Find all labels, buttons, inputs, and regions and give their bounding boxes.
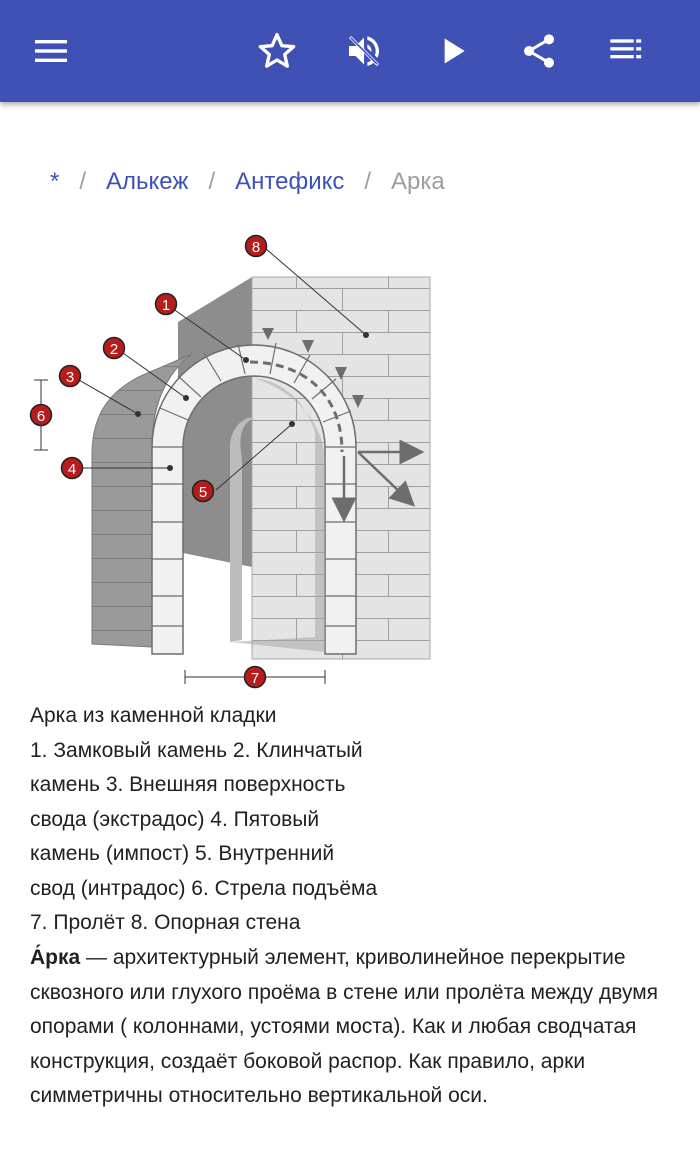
breadcrumb-item-alkezh[interactable]: Алькеж: [106, 168, 189, 195]
share-icon: [519, 31, 559, 71]
caption-line: свод (интрадос) 6. Стрела подъёма: [30, 876, 378, 900]
marker-4: [62, 458, 83, 479]
play-icon: [433, 31, 473, 71]
menu-button[interactable]: [21, 21, 81, 81]
article-paragraph: [30, 941, 670, 1114]
caption-line: камень (импост) 5. Внутренний: [30, 842, 335, 865]
play-button[interactable]: [423, 21, 483, 81]
caption-line: 1. Замковый камень 2. Клинчатый: [30, 738, 363, 762]
caption-title: Арка из каменной кладки: [30, 704, 277, 727]
marker-2: [104, 338, 125, 359]
mute-button[interactable]: [334, 21, 394, 81]
article-definition: — архитектурный элемент, криволинейное перекрытие сквозного или глухого проёма в стене или пролёта между двумя опорами ( колоннами, устоями моста). Как и любая сводчатая конструкция, создаёт боковой распор. Как правило, арки симметричны относительно вертикальной оси.: [30, 946, 659, 1107]
marker-label: 5: [198, 484, 208, 501]
article-body: [30, 941, 670, 1114]
marker-label: 1: [161, 297, 171, 314]
volume-off-icon: [344, 31, 384, 71]
favorite-button[interactable]: [247, 21, 307, 81]
article-term: А́рка: [30, 946, 81, 969]
marker-7: [245, 667, 266, 688]
marker-label: 8: [251, 239, 261, 256]
marker-3: [60, 366, 81, 387]
breadcrumb-root[interactable]: *: [50, 168, 60, 195]
marker-6: [31, 405, 52, 426]
caption-line: 7. Пролёт 8. Опорная стена: [30, 911, 301, 934]
star-outline-icon: [257, 31, 297, 71]
marker-1: [156, 294, 177, 315]
breadcrumb-current: Арка: [391, 168, 445, 195]
arch-diagram: [20, 222, 460, 692]
breadcrumb-item-antefiks[interactable]: Антефикс: [235, 168, 345, 195]
marker-label: 4: [67, 461, 77, 478]
breadcrumb: [50, 166, 445, 198]
marker-label: 3: [65, 369, 75, 386]
marker-label: 7: [250, 670, 260, 687]
marker-5: [193, 481, 214, 502]
caption-line: свода (экстрадос) 4. Пятовый: [30, 807, 320, 831]
marker-label: 6: [36, 408, 46, 425]
marker-label: 2: [109, 341, 119, 358]
hamburger-menu-icon: [33, 33, 69, 69]
figure-caption: [30, 699, 460, 941]
breadcrumb-separator: /: [208, 168, 216, 195]
breadcrumb-separator: /: [364, 168, 372, 195]
playlist-button[interactable]: [597, 21, 657, 81]
app-bar: [0, 0, 700, 102]
marker-8: [246, 236, 267, 257]
playlist-icon: [607, 31, 647, 71]
arch-diagram-image: [20, 222, 460, 692]
caption-line: камень 3. Внешняя поверхность: [30, 773, 346, 796]
breadcrumb-separator: /: [79, 168, 87, 195]
share-button[interactable]: [509, 21, 569, 81]
